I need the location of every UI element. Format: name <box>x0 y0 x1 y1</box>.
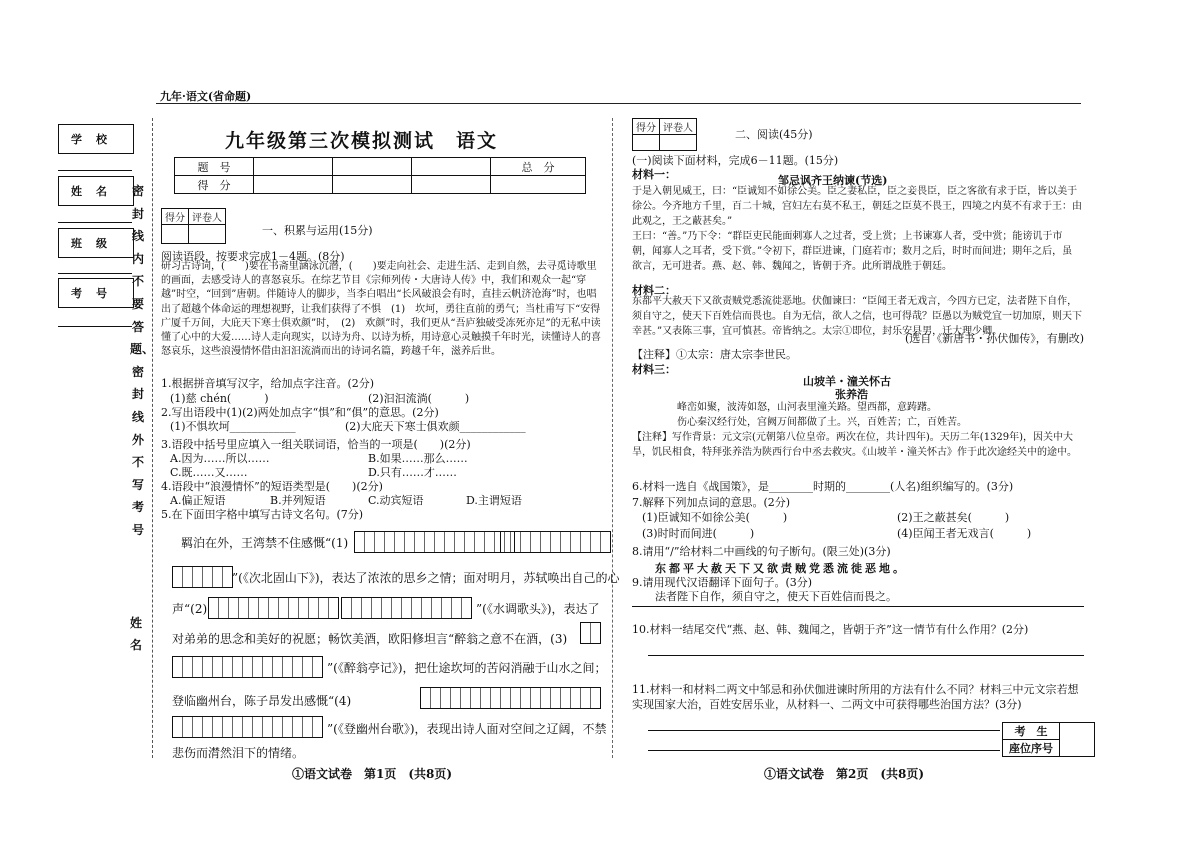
seat-label-a: 考 生 <box>1003 723 1060 740</box>
q7a[interactable]: (1)臣诚知不如徐公美( ) <box>642 511 788 524</box>
grader-score-field[interactable] <box>633 135 660 151</box>
header-rule <box>156 103 1081 104</box>
q1-prompt: 1.根据拼音填写汉字，给加点字注音。(2分) <box>161 377 375 390</box>
q2-prompt: 2.写出语段中(1)(2)两处加点字“惧”和“俱”的意思。(2分) <box>161 406 439 419</box>
q4-option[interactable]: A.偏正短语 <box>170 494 226 507</box>
q4-option[interactable]: D.主谓短语 <box>466 494 522 507</box>
q8-sentence[interactable]: 东都平大赦天下又欲责贼党悉流徙恶地。 <box>655 562 907 575</box>
grader-box-2 <box>632 118 697 151</box>
material-3-title: 山坡羊・潼关怀古 <box>803 375 891 388</box>
q10-prompt: 10.材料一结尾交代“燕、赵、韩、魏闻之，皆朝于齐”这一情节有什么作用？(2分) <box>632 623 1029 636</box>
q6-prompt[interactable]: 6.材料一选自《战国策》，是________时期的________(人名)组织编写的。(3分) <box>632 480 1014 493</box>
q5-prompt: 5.在下面田字格中填写古诗文名句。(7分) <box>161 508 364 521</box>
answer-grid-2b[interactable] <box>341 597 472 619</box>
score-cell: 总 分 <box>491 158 586 176</box>
score-cell: 得 分 <box>175 176 254 194</box>
answer-grid-2a[interactable] <box>208 597 339 619</box>
q8-prompt: 8.请用“/”给材料二中画线的句子断句。(限三处)(3分) <box>632 545 891 558</box>
q9-prompt: 9.请用现代汉语翻译下面句子。(3分) <box>632 576 813 589</box>
q1b[interactable]: (2)汩汩流淌( ) <box>368 392 470 405</box>
score-cell <box>333 158 412 176</box>
q4-option[interactable]: B.并列短语 <box>270 494 326 507</box>
section-1-heading: 一、积累与运用(15分) <box>262 224 373 237</box>
part1-intro: 阅读语段，按要求完成1－4题。(8分) <box>161 250 345 263</box>
material-1-text: 于是入朝见威王，曰：“臣诚知不如徐公美。臣之妻私臣，臣之妾畏臣，臣之客欲有求于臣，皆以美于徐公。今齐地方千里，百二十城，宫妇左右莫不私王，朝廷之臣莫不畏王，四境之内莫不有求于王：由此观之，王之蔽甚矣。” 王曰：“善。”乃下令：“群臣吏民能面刺寡人之过者，受上赏；上书谏寡人者，受中赏；能谤讥于市朝，闻寡人之耳者，受下赏。”令初下，群臣进谏，门庭若市；数月之后，时时而间进；期年之后，虽欲言，无可进者。燕、赵、韩、魏闻之，皆朝于齐。此所谓战胜于朝廷。 <box>632 186 1082 272</box>
material-2-source: (选自《新唐书・孙伏伽传》，有删改) <box>905 332 1085 345</box>
page-1-footer: ①语文试卷 第1页 (共8页) <box>292 767 453 781</box>
material-2-text: 东都平大赦天下又欲责贼党悉流徙恶地。伏伽谏曰：“臣闻王者无戏言，今四方已定，法者陛下自作，须自守之，使天下百姓信而畏也。自为无信，欲人之信，也可得哉？臣愚以为贼党宜一切加原，则天下幸甚。”又表陈三事，宜可慎甚。帝皆纳之。太宗①即位，封乐安县男，迁大理少卿。 <box>632 296 1082 337</box>
part2-intro: (一)阅读下面材料，完成6－11题。(15分) <box>632 154 839 167</box>
q1a[interactable]: (1)慈 chén( ) <box>170 392 269 405</box>
material-3-poem: 峰峦如聚，波涛如怒，山河表里潼关路。望西都，意踌躇。 伤心秦汉经行处，宫阙万间都做了土。兴，百姓苦；亡，百姓苦。 <box>677 402 967 428</box>
poem-line-3b: ”(《水调歌头》)，表达了 <box>476 602 600 616</box>
score-table <box>174 157 586 194</box>
grader-name-field[interactable] <box>660 135 697 151</box>
poem-line-3: 声“(2) <box>172 602 208 616</box>
score-cell[interactable] <box>491 176 586 194</box>
answer-grid-4b[interactable] <box>172 716 323 738</box>
grader-score-field[interactable] <box>162 225 189 244</box>
grader-score-label: 得分 <box>162 209 189 225</box>
answer-grid-3a[interactable] <box>580 622 601 644</box>
score-cell <box>412 158 491 176</box>
seat-label-b: 座位序号 <box>1003 740 1060 757</box>
grader-name-label: 评卷人 <box>189 209 226 225</box>
score-cell[interactable] <box>254 176 333 194</box>
seal-instruction: 密封线内不要答题、密封线外不写考号 <box>130 184 155 537</box>
q4-prompt: 4.语段中“浪漫情怀”的短语类型是( )(2分) <box>161 480 383 493</box>
q3-option[interactable]: D.只有……才…… <box>368 466 457 479</box>
id-field[interactable] <box>58 326 132 327</box>
poem-line-4: 对弟弟的思念和美好的祝愿；畅饮美酒，欧阳修坦言“醉翁之意不在酒，(3) <box>172 632 568 646</box>
seal-fold-line <box>152 118 153 758</box>
answer-grid-1b[interactable] <box>500 531 611 553</box>
q3-option[interactable]: C.既……又…… <box>170 466 248 479</box>
poem-line-7: ”(《登幽州台歌》)，表现出诗人面对空间之辽阔，不禁 <box>327 722 607 736</box>
grader-name-field[interactable] <box>189 225 226 244</box>
answer-grid-1c[interactable] <box>172 566 233 588</box>
answer-line[interactable] <box>648 655 1084 656</box>
q9-sentence: 法者陛下自作，须自守之，使天下百姓信而畏之。 <box>655 590 897 603</box>
poem-line-2: ”(《次北固山下》)，表达了浓浓的思乡之情；面对明月，苏轼唤出自己的心 <box>232 571 620 585</box>
q4-option[interactable]: C.动宾短语 <box>368 494 424 507</box>
answer-grid-4a[interactable] <box>420 687 601 709</box>
score-cell: 题 号 <box>175 158 254 176</box>
class-label: 班级 <box>58 228 134 258</box>
grader-score-label: 得分 <box>633 119 660 135</box>
answer-grid-1a[interactable] <box>354 531 515 553</box>
score-cell <box>254 158 333 176</box>
poem-line-5: ”(《醉翁亭记》)，把仕途坎坷的苦闷消融于山水之间； <box>327 661 607 675</box>
material-3-label: 材料三： <box>632 363 676 376</box>
name-field[interactable] <box>58 222 132 223</box>
q7b[interactable]: (2)王之蔽甚矣( ) <box>897 511 1010 524</box>
q7d[interactable]: (4)臣闻王者无戏言( ) <box>897 527 1032 540</box>
seat-number-field[interactable] <box>1060 723 1095 757</box>
answer-line[interactable] <box>648 730 1000 731</box>
exam-title: 九年级第三次模拟测试 语文 <box>225 130 499 152</box>
id-label: 考号 <box>58 278 134 308</box>
sidebar-name: 姓名 <box>129 616 142 652</box>
q11-prompt: 11.材料一和材料二两文中邹忌和孙伏伽进谏时所用的方法有什么不同？材料三中元文宗若想实现国家大治，百姓安居乐业，从材料一、二两文中可获得哪些治国方法？(3分) <box>632 683 1079 711</box>
q3-option[interactable]: A.因为……所以…… <box>170 452 270 465</box>
score-cell[interactable] <box>412 176 491 194</box>
note-1: 【注释】①太宗：唐太宗李世民。 <box>632 348 797 361</box>
note-2: 【注释】写作背景：元文宗(元朝第八位皇帝。两次在位，共计四年)。天历二年(1329年)，因关中大旱，饥民相食，特拜张养浩为陕西行台中丞去救灾。《山坡羊・潼关怀古》作于此次途经关中的途中。 <box>632 432 1077 458</box>
material-1-title: 邹忌讽齐王纳谏(节选) <box>778 174 888 187</box>
poem-line-6: 登临幽州台，陈子昂发出感慨“(4) <box>172 694 352 708</box>
name-label: 姓名 <box>58 176 134 206</box>
section-2-heading: 二、阅读(45分) <box>735 128 813 141</box>
school-field[interactable] <box>58 170 132 171</box>
grader-box <box>161 208 226 244</box>
grader-name-label: 评卷人 <box>660 119 697 135</box>
class-field[interactable] <box>58 273 132 274</box>
q7-prompt: 7.解释下列加点词的意思。(2分) <box>632 496 791 509</box>
score-cell[interactable] <box>333 176 412 194</box>
q2a[interactable]: (1)不惧坎坷____________ <box>170 420 296 433</box>
q3-prompt: 3.语段中括号里应填入一组关联词语，恰当的一项是( )(2分) <box>161 438 471 451</box>
page-header: 九年·语文(省命题) <box>160 90 252 103</box>
answer-line[interactable] <box>648 750 1000 751</box>
poem-line-8: 悲伤而潸然泪下的情绪。 <box>172 746 305 760</box>
seat-number-box <box>1002 722 1095 757</box>
q2b[interactable]: (2)大庇天下寒士俱欢颜____________ <box>345 420 526 433</box>
q3-option[interactable]: B.如果……那么…… <box>368 452 468 465</box>
material-1-label: 材料一： <box>632 168 676 181</box>
poem-line-1: 羁泊在外，王湾禁不住感慨“(1) <box>181 536 349 550</box>
answer-grid-3b[interactable] <box>172 656 323 678</box>
answer-line[interactable] <box>632 606 1084 607</box>
page-2-footer: ①语文试卷 第2页 (共8页) <box>764 767 925 781</box>
school-label: 学校 <box>58 124 134 154</box>
q7c[interactable]: (3)时时而间进( ) <box>642 527 755 540</box>
material-2-label: 材料二： <box>632 284 676 297</box>
part1-passage: 研习古诗词，( )要在书斋里涵泳沉潜，( )要走向社会、走进生活、走到自然，去寻觅诗歌里的画面，去感受诗人的喜怒哀乐。在综艺节目《宗师列传・大唐诗人传》中，我们和观众一起“穿越”时空，“回到”唐朝。伴随诗人的脚步，当李白唱出“长风破浪会有时，直挂云帆济沧海”时，也唱出了超越个体命运的理想视野，让我们获得了不惧 (1) 坎坷，勇往直前的勇气；当杜甫写下“安得广厦千万间，大庇天下寒士俱欢颜”时， (2) 欢颜”时，我们更从“吾庐独破受冻死亦足”的无私中读懂了心中的大爱……诗人走向现实，以诗为舟、以诗为桥，用诗意心灵触摸千年时光，读懂诗人的喜怒哀乐，这些浪漫情怀借由汩汩流淌而出的诗词名篇，跨越千年，滋养后世。 <box>161 261 601 358</box>
material-3-author: 张养浩 <box>835 388 868 401</box>
page-divider <box>612 118 613 758</box>
